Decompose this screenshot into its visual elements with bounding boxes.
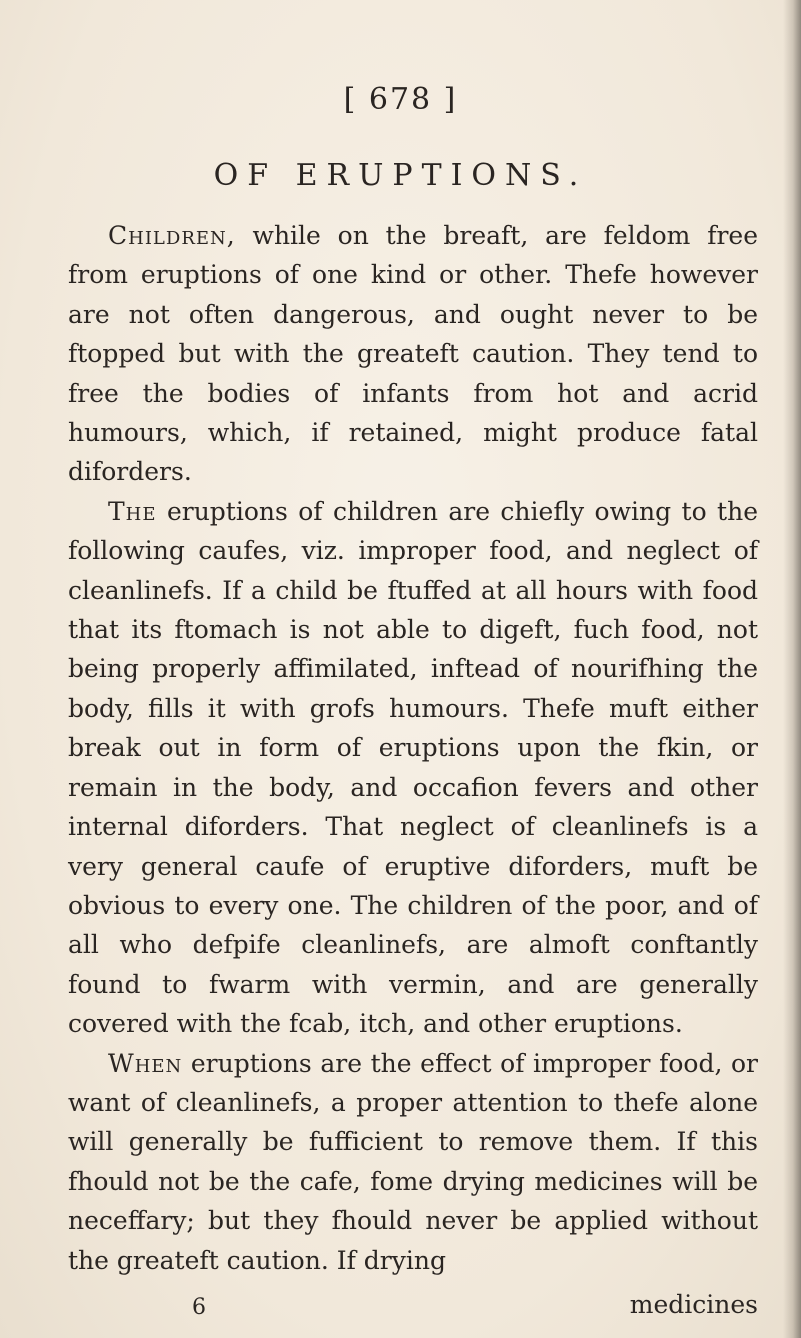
signature-mark: 6 (192, 1295, 206, 1320)
catchword: medicines (629, 1290, 758, 1319)
paragraph-3 (68, 1044, 758, 1280)
body-text (68, 216, 758, 1280)
paragraph-lead: When (108, 1048, 183, 1078)
paragraph-text: while on the breaft, are feldom free from eruptions of one kind or other. Thefe however are not often dangerous, and ought never to be ftopped but with the greateft caution. They tend to free the bodies of infants from hot and acrid humours, which, if retained, might produce fatal diforders. (68, 221, 758, 487)
page-number: [ 678 ] (343, 82, 458, 117)
paragraph-lead: Children, (108, 221, 236, 250)
paragraph-text: eruptions are the effect of improper food, or want of cleanlinefs, a proper attention to thefe alone will generally be fufficient to remove them. If this fhould not be the cafe, fome drying medicines will be neceffary; but they fhould never be applied without the greateft caution. If drying (68, 1048, 758, 1275)
paragraph-lead: The (108, 496, 157, 526)
paragraph-1 (68, 216, 758, 492)
paragraph-2 (68, 492, 758, 1044)
page-edge-shadow (783, 0, 801, 1338)
chapter-title: OF ERUPTIONS. (213, 158, 588, 193)
paragraph-text: eruptions of children are chiefly owing to the following caufes, viz. improper food, and neglect of cleanlinefs. If a child be ftuffed at all hours with food that its ftomach is not able to digeft, fuch food, not being properly affimilated, inftead of nourifhing the body, fills it with grofs humours. Thefe muft either break out in form of eruptions upon the fkin, or remain in the body, and occafion fevers and other internal diforders. That neglect of cleanlinefs is a very general caufe of eruptive diforders, muft be obvious to every one. The children of the poor, and of all who defpife cleanlinefs, are almoft conftantly found to fwarm with vermin, and are generally covered with the fcab, itch, and other eruptions. (68, 496, 758, 1039)
